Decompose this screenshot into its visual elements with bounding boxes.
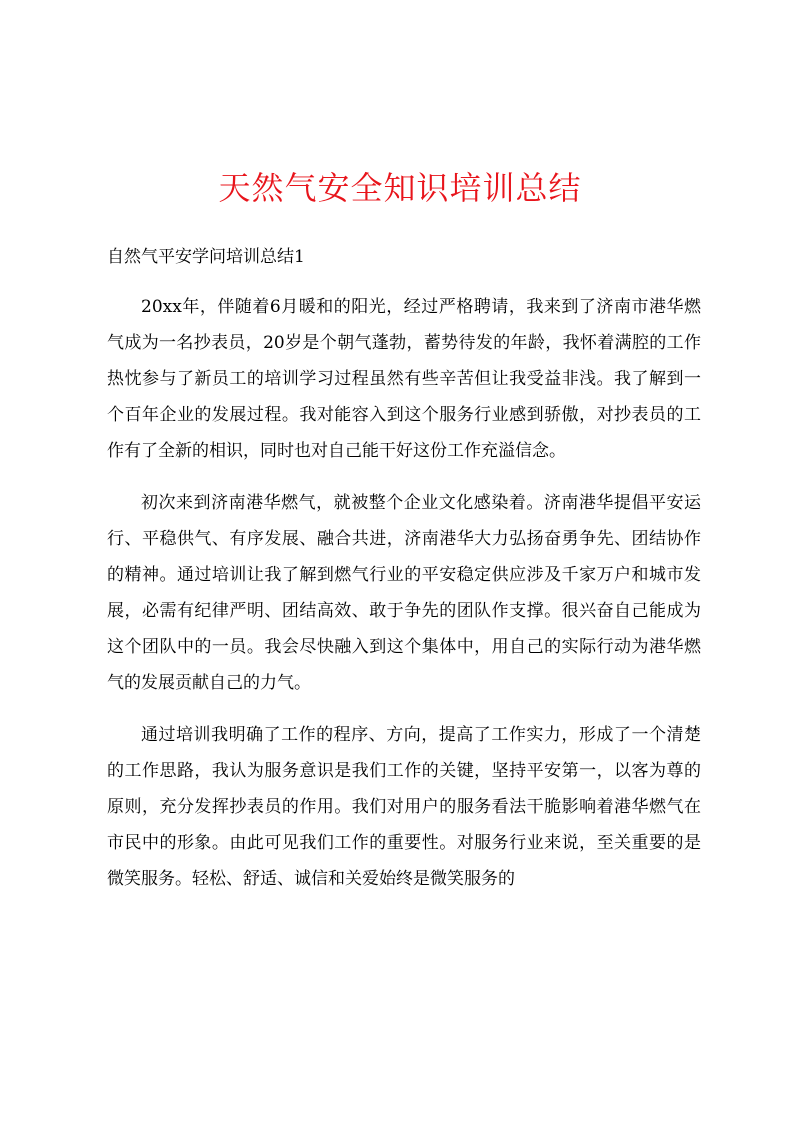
paragraph-2: 初次来到济南港华燃气，就被整个企业文化感染着。济南港华提倡平安运行、平稳供气、有序发展、融合共进，济南港华大力弘扬奋勇争先、团结协作的精神。通过培训让我了解到燃气行业的平安稳定供应涉及千家万户和城市发展，必需有纪律严明、团结高效、敢于争先的团队作支撑。很兴奋自己能成为这个团队中的一员。我会尽快融入到这个集体中，用自己的实际行动为港华燃气的发展贡献自己的力气。 bbox=[107, 493, 701, 693]
document-title: 天然气安全知识培训总结 bbox=[218, 169, 582, 207]
paragraph-3: 通过培训我明确了工作的程序、方向，提高了工作实力，形成了一个清楚的工作思路，我认为服务意识是我们工作的关键，坚持平安第一，以客为尊的原则，充分发挥抄表员的作用。我们对用户的服务看法干脆影响着港华燃气在市民中的形象。由此可见我们工作的重要性。对服务行业来说，至关重要的是微笑服务。轻松、舒适、诚信和关爱始终是微笑服务的 bbox=[107, 725, 701, 889]
section-subtitle: 自然气平安学问培训总结1 bbox=[107, 247, 305, 267]
paragraph-1: 20xx年，伴随着6月暖和的阳光，经过严格聘请，我来到了济南市港华燃气成为一名抄表员，20岁是个朝气蓬勃，蓄势待发的年龄，我怀着满腔的工作热忱参与了新员工的培训学习过程虽然有些辛苦但让我受益非浅。我了解到一个百年企业的发展过程。我对能容入到这个服务行业感到骄傲，对抄表员的工作有了全新的相识，同时也对自己能干好这份工作充溢信念。 bbox=[107, 297, 701, 461]
document-body bbox=[107, 242, 701, 897]
